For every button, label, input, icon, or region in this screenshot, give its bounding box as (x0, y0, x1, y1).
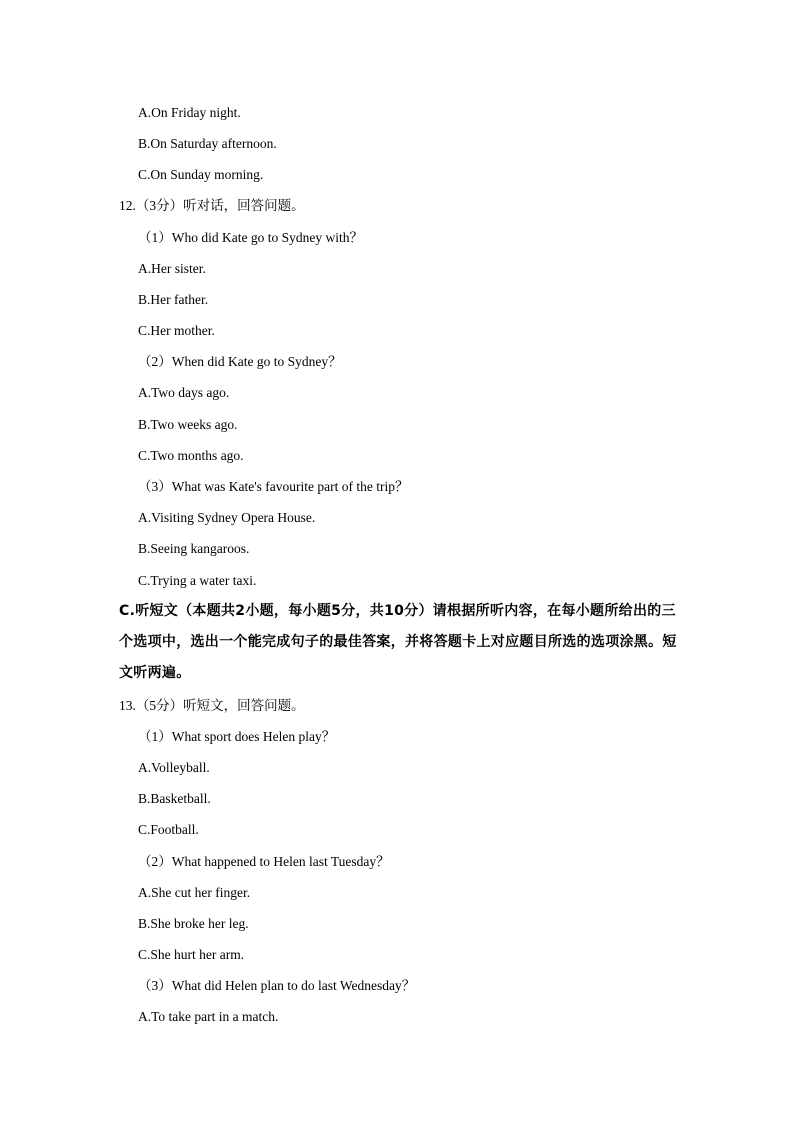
q13-sub2-option-b: B.She broke her leg. (138, 916, 249, 931)
q11-option-a: A.On Friday night. (138, 105, 241, 120)
q13-sub1-question: （1）What sport does Helen play？ (138, 729, 336, 744)
q13-sub3-option-a: A.To take part in a match. (138, 1009, 279, 1024)
q12-sub2-option-c: C.Two months ago. (138, 448, 244, 463)
section-c-line-3: 文听两遍。 (119, 665, 191, 681)
q13-sub3-question: （3）What did Helen plan to do last Wednesday？ (138, 978, 416, 993)
q12-sub3-option-b: B.Seeing kangaroos. (138, 541, 250, 556)
q12-sub3-option-a: A.Visiting Sydney Opera House. (138, 510, 316, 525)
section-c-line-1: C.听短文（本题共2小题，每小题5分，共10分）请根据所听内容，在每小题所给出的三 (119, 603, 676, 619)
q12-sub2-option-b: B.Two weeks ago. (138, 417, 238, 432)
q12-sub3-question: （3）What was Kate's favourite part of the trip？ (138, 479, 409, 494)
q12-heading: 12.（3分）听对话，回答问题。 (119, 198, 305, 213)
q13-sub2-option-c: C.She hurt her arm. (138, 947, 245, 962)
q13-sub1-option-b: B.Basketball. (138, 791, 211, 806)
q13-sub1-option-a: A.Volleyball. (138, 760, 210, 775)
q13-heading: 13.（5分）听短文，回答问题。 (119, 698, 305, 713)
q12-sub2-question: （2）When did Kate go to Sydney？ (138, 354, 342, 369)
q11-option-c: C.On Sunday morning. (138, 167, 264, 182)
section-c-line-2: 个选项中，选出一个能完成句子的最佳答案，并将答题卡上对应题目所选的选项涂黑。短 (119, 634, 677, 650)
q12-sub3-option-c: C.Trying a water taxi. (138, 573, 257, 588)
q13-sub1-option-c: C.Football. (138, 822, 199, 837)
q12-sub1-option-c: C.Her mother. (138, 323, 215, 338)
q13-sub2-question: （2）What happened to Helen last Tuesday？ (138, 854, 390, 869)
q12-sub1-option-b: B.Her father. (138, 292, 209, 307)
q12-sub2-option-a: A.Two days ago. (138, 385, 230, 400)
q11-option-b: B.On Saturday afternoon. (138, 136, 277, 151)
q12-sub1-question: （1）Who did Kate go to Sydney with？ (138, 230, 363, 245)
q12-sub1-option-a: A.Her sister. (138, 261, 206, 276)
q13-sub2-option-a: A.She cut her finger. (138, 885, 251, 900)
